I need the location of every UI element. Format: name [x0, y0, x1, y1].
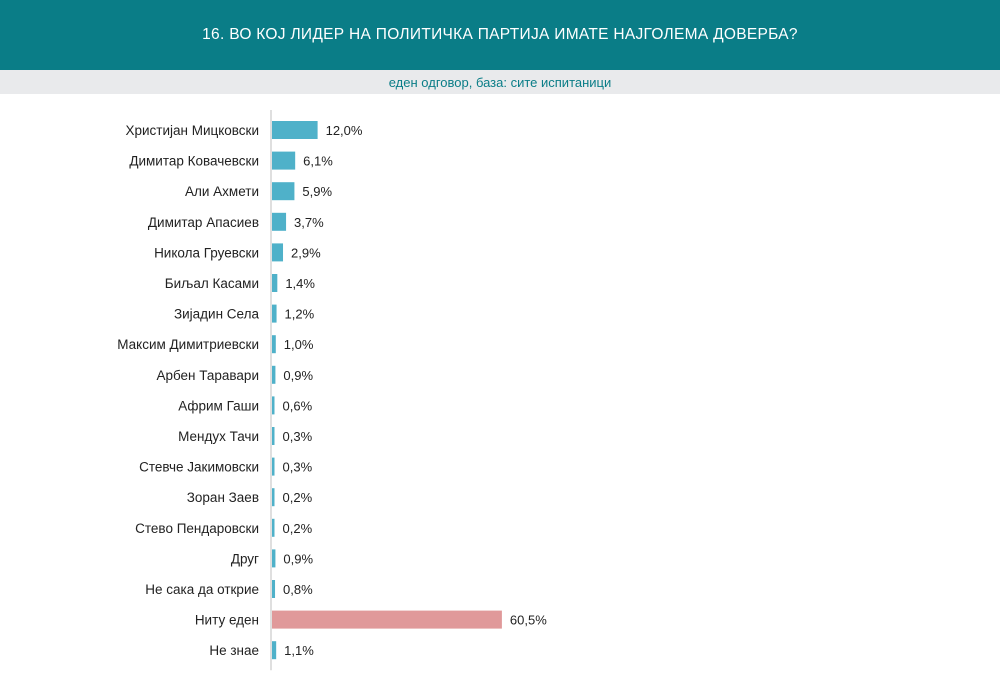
category-label: Зијадин Села [173, 306, 259, 322]
value-label: 0,9% [283, 551, 314, 567]
bar [272, 458, 275, 476]
value-label: 1,4% [285, 276, 315, 291]
value-label: 0,3% [282, 429, 313, 444]
bar [272, 335, 276, 353]
category-label: Арбен Таравари [156, 367, 259, 383]
category-label: Стево Пендаровски [135, 520, 259, 536]
bar [272, 611, 502, 629]
value-label: 0,6% [282, 398, 313, 414]
bar [272, 152, 295, 170]
bar [272, 182, 294, 200]
bar [272, 396, 275, 414]
category-label: Стевче Јакимовски [139, 459, 259, 475]
chart-title: 16. ВО КОЈ ЛИДЕР НА ПОЛИТИЧКА ПАРТИЈА ИМАТЕ НАЈГОЛЕМА ДОВЕРБА? [202, 26, 798, 43]
value-label: 0,8% [283, 582, 313, 597]
category-label: Друг [230, 551, 259, 567]
value-label: 0,3% [282, 459, 313, 475]
bar [272, 366, 275, 384]
value-label: 0,9% [283, 367, 314, 383]
category-label: Али Ахмети [185, 184, 259, 200]
value-label: 1,1% [284, 643, 314, 659]
bar [272, 641, 276, 659]
category-label: Ниту еден [194, 612, 259, 628]
bar [272, 305, 277, 323]
chart-subtitle: еден одговор, база: сите испитаници [388, 74, 612, 90]
category-label: Не знае [209, 643, 259, 659]
category-label: Димитар Апасиев [147, 214, 259, 230]
value-label: 12,0% [325, 123, 363, 138]
category-label: Биљал Касами [164, 276, 259, 291]
value-label: 2,9% [291, 245, 321, 261]
value-label: 1,0% [283, 337, 314, 353]
bar [272, 488, 275, 506]
category-label: Христијан Мицковски [125, 123, 259, 138]
category-label: Африм Гаши [178, 398, 259, 414]
value-label: 1,2% [284, 306, 315, 322]
category-label: Мендух Тачи [178, 429, 259, 444]
value-label: 5,9% [302, 184, 333, 200]
value-label: 0,2% [282, 520, 313, 536]
bar [272, 519, 275, 537]
category-label: Максим Димитриевски [117, 337, 259, 353]
bar-chart [0, 94, 1000, 680]
chart-subheader [0, 70, 1000, 94]
bar [272, 549, 275, 567]
category-label: Зоран Заев [186, 490, 259, 506]
bar [272, 243, 283, 261]
value-label: 6,1% [303, 153, 333, 169]
bar [272, 580, 275, 598]
bar [272, 427, 275, 445]
category-label: Никола Груевски [154, 245, 259, 261]
value-label: 0,2% [282, 490, 313, 506]
bar [272, 274, 277, 292]
category-label: Не сака да открие [145, 582, 259, 597]
value-label: 3,7% [294, 214, 324, 230]
category-label: Димитар Ковачевски [129, 153, 259, 169]
bar [272, 213, 286, 231]
chart-header [0, 0, 1000, 70]
bar [272, 121, 318, 139]
value-label: 60,5% [509, 612, 547, 628]
